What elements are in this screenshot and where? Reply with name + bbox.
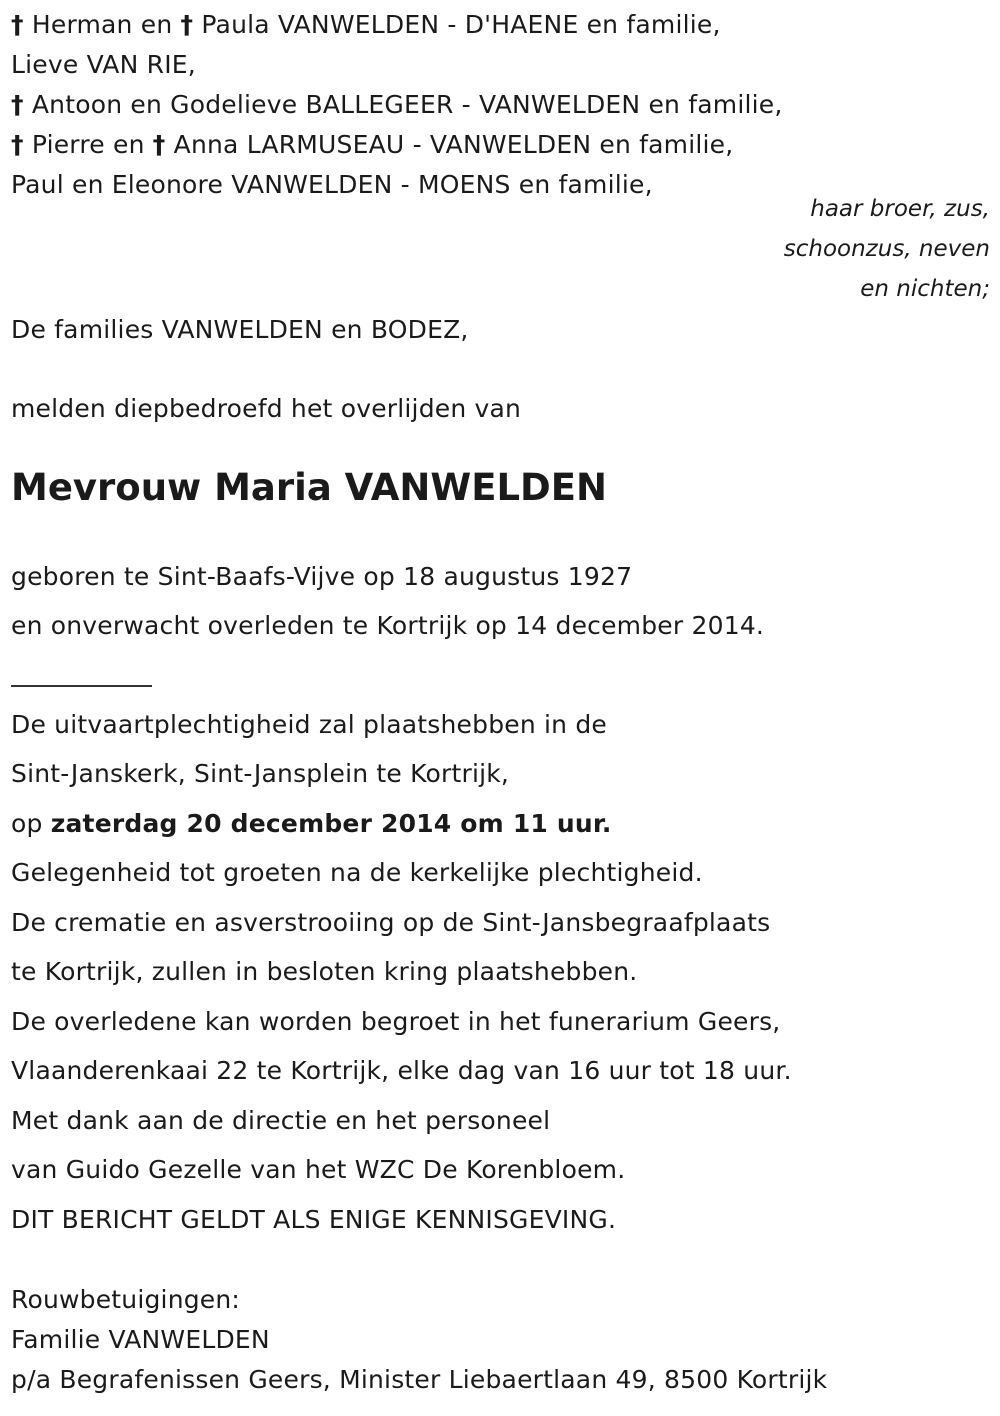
family-line-4-part-a: Pierre en (31, 130, 145, 159)
funeral-line-3 (11, 809, 612, 838)
cross-icon: † (11, 90, 24, 119)
family-line-4 (11, 130, 733, 159)
relation-line-1: haar broer, zus, (810, 196, 990, 222)
cross-icon: † (11, 130, 24, 159)
condolences-label: Rouwbetuigingen: (11, 1285, 241, 1314)
funeral-line-8: Vlaanderenkaai 22 te Kortrijk, elke dag van 16 uur tot 18 uur. (11, 1056, 792, 1085)
family-line-4-part-b: Anna LARMUSEAU - VANWELDEN en familie, (173, 130, 734, 159)
funeral-line-4: Gelegenheid tot groeten na de kerkelijke plechtigheid. (11, 858, 703, 887)
funeral-line-6: te Kortrijk, zullen in besloten kring plaatshebben. (11, 957, 638, 986)
family-line-3-text: Antoon en Godelieve BALLEGEER - VANWELDEN en familie, (31, 90, 783, 119)
funeral-line-9: Met dank aan de directie en het personeel (11, 1106, 551, 1135)
divider (11, 685, 152, 687)
death-line: en onverwacht overleden te Kortrijk op 14 december 2014. (11, 611, 765, 640)
family-line-1-part-a: Herman en (31, 10, 173, 39)
funeral-line-1: De uitvaartplechtigheid zal plaatshebben in de (11, 710, 608, 739)
birth-line: geboren te Sint-Baafs-Vijve op 18 augustus 1927 (11, 562, 633, 591)
relation-line-2: schoonzus, neven (783, 236, 990, 262)
funeral-line-2: Sint-Janskerk, Sint-Jansplein te Kortrijk, (11, 759, 510, 788)
family-line-1-part-b: Paula VANWELDEN - D'HAENE en familie, (201, 10, 721, 39)
announcement: melden diepbedroefd het overlijden van (11, 394, 522, 423)
cross-icon: † (180, 10, 194, 39)
family-line-2: Lieve VAN RIE, (11, 50, 196, 79)
family-line-1 (11, 10, 721, 39)
funeral-line-11: DIT BERICHT GELDT ALS ENIGE KENNISGEVING. (11, 1205, 617, 1234)
funeral-date: zaterdag 20 december 2014 om 11 uur. (50, 809, 612, 838)
family-line-5: Paul en Eleonore VANWELDEN - MOENS en familie, (11, 170, 653, 199)
deceased-name: Mevrouw Maria VANWELDEN (11, 466, 608, 509)
funeral-line-7: De overledene kan worden begroet in het funerarium Geers, (11, 1007, 781, 1036)
funeral-date-prefix: op (11, 809, 43, 838)
cross-icon: † (11, 10, 24, 39)
cross-icon: † (152, 130, 166, 159)
family-line-3 (11, 90, 783, 119)
families-line: De families VANWELDEN en BODEZ, (11, 315, 469, 344)
funeral-line-10: van Guido Gezelle van het WZC De Korenbloem. (11, 1155, 626, 1184)
condolences-address: p/a Begrafenissen Geers, Minister Liebaertlaan 49, 8500 Kortrijk (11, 1365, 828, 1394)
funeral-line-5: De crematie en asverstrooiing op de Sint-Jansbegraafplaats (11, 908, 771, 937)
relation-line-3: en nichten; (860, 276, 990, 302)
condolences-name: Familie VANWELDEN (11, 1325, 270, 1354)
